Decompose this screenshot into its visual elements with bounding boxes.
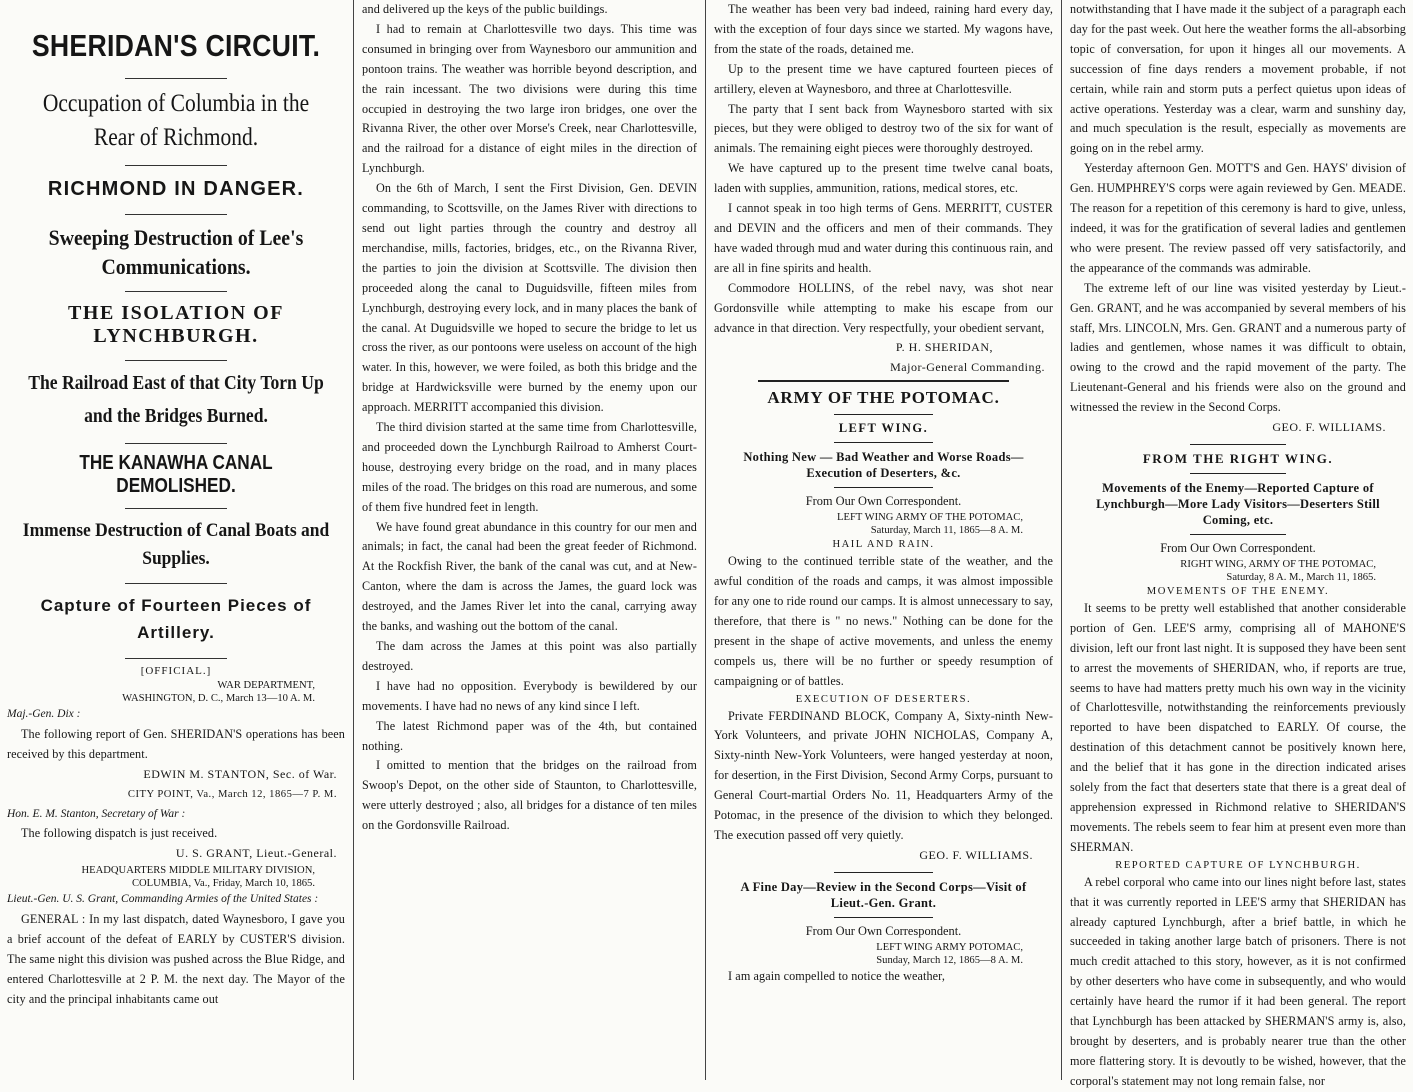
- divider: [125, 291, 227, 292]
- paragraph-keys: and delivered up the keys of the public buildings.: [362, 2, 608, 16]
- paragraph-dam: The dam across the James at this point was also partially destroyed.: [362, 639, 697, 673]
- paragraph-review-meade: Yesterday afternoon Gen. MOTT'S and Gen. HAYS' division of Gen. HUMPHREY'S corps were again reviewed by Gen. MEADE. The reason for a repetition of this ceremony is hard to give, unless, indeed, it was for the gratification of several ladies and gentlemen who were present. The review passed off very satisfactorily, and the appearance of the commands was admirable.: [1070, 161, 1406, 275]
- address-grant: Lieut.-Gen. U. S. Grant, Commanding Armies of the United States :: [7, 893, 319, 906]
- paragraph-sixth-of-march: On the 6th of March, I sent the First Division, Gen. DEVIN commanding, to Scottsville, on the James River with directions to send out light parties through the country and destroy all merchandise, mills, factories, bridges, etc., on the Rivanna River, the parties to join the division at Scottsville. The division then proceeded along the canal to Duguidsville, fifteen miles from Lynchburgh, destroying every lock, and in many places the bank of the canal. At Duguidsville we hoped to secure the bridge to let us cross the river, as our pontoons were useless on account of the high water. In this, however, we were foiled, as both this bridge and the bridge at Hardwicksville were burned by the enemy upon our approach. MERRITT accompanied this division.: [362, 181, 697, 415]
- deck-nothing-new: Nothing New — Bad Weather and Worse Roads—Execution of Deserters, &c.: [743, 450, 1024, 481]
- column-2: [355, 0, 704, 1080]
- dateline-right-wing-1: RIGHT WING, ARMY OF THE POTOMAC,: [1180, 558, 1376, 570]
- heading-left-wing: LEFT WING.: [838, 421, 929, 436]
- divider: [125, 78, 227, 79]
- paragraph-weather-bad: The weather has been very bad indeed, raining hard every day, with the exception of four days since we started. My wagons have, from the state of the roads, detained me.: [714, 2, 1053, 56]
- divider: [758, 380, 1009, 382]
- paragraph-canal-boats: We have captured up to the present time twelve canal boats, laden with supplies, ammunition, rations, medical stores, etc.: [714, 161, 1053, 196]
- divider: [125, 165, 227, 166]
- war-department-dateline: WASHINGTON, D. C., March 13—10 A. M.: [122, 693, 315, 704]
- divider: [1190, 444, 1286, 445]
- signature-grant: U. S. GRANT, Lieut.-General.: [175, 846, 337, 861]
- divider: [125, 658, 227, 659]
- deck-isolation-lynchburgh: THE ISOLATION OF LYNCHBURGH.: [68, 302, 284, 347]
- byline-correspondent: From Our Own Correspondent.: [805, 923, 962, 938]
- signature-sheridan: P. H. SHERIDAN,: [895, 340, 993, 355]
- hq-dateline-1: HEADQUARTERS MIDDLE MILITARY DIVISION,: [81, 865, 315, 877]
- deck-richmond-danger: RICHMOND IN DANGER.: [47, 178, 305, 200]
- paragraph-rebel-corporal: A rebel corporal who came into our lines night before last, states that it was currently reported in LEE'S army that SHERIDAN has already captured Lynchburgh, after a brief battle, in which he succeeded in taking another large batch of prisoners. There is not much credit attached to this story, however, as it is not confirmed by other deserters who have come in subsequently, and who would certainly have heard the rumor if it had been general. The report that Lynchburgh has been attacked by SHERMAN'S army is, also, brought by deserters, and is probably nearer true than the other more flattering story. It is devoutly to be wished, however, that the corporal's statement may not long remain false, nor: [1070, 874, 1406, 1088]
- subhead-hail-rain: HAIL AND RAIN.: [832, 539, 935, 551]
- dateline-left-wing-4: Sunday, March 12, 1865—8 A. M.: [876, 954, 1023, 966]
- paragraph-omitted: I omitted to mention that the bridges on the railroad from Swoop's Depot, on the other side of Staunton, to Charlottesville, were utterly destroyed ; also, all bridges for a distance of ten miles on the Gordonsville Railroad.: [362, 758, 697, 833]
- column-3: [707, 0, 1060, 1080]
- signature-williams: GEO. F. WILLIAMS.: [1272, 420, 1386, 435]
- divider: [834, 487, 933, 488]
- paragraph-party-sent-back: The party that I sent back from Waynesboro started with six pieces, but they were obliged to destroy two of the six for want of animals. The remaining eight pieces were thoroughly destroyed.: [714, 101, 1053, 156]
- war-department-label: WAR DEPARTMENT,: [217, 680, 315, 691]
- signature-williams: GEO. F. WILLIAMS.: [919, 847, 1033, 862]
- deck-movements-enemy: Movements of the Enemy—Reported Capture of Lynchburgh—More Lady Visitors—Deserters Still Coming, etc.: [1096, 480, 1380, 527]
- divider: [1190, 473, 1286, 474]
- heading-right-wing: FROM THE RIGHT WING.: [1142, 450, 1334, 466]
- paragraph-captured-artillery: Up to the present time we have captured fourteen pieces of artillery, eleven at Waynesboro, and three at Charlottesville.: [714, 61, 1053, 96]
- deck-railroad-torn-up: The Railroad East of that City Torn Up and the Bridges Burned.: [28, 372, 324, 427]
- byline-correspondent: From Our Own Correspondent.: [805, 494, 962, 509]
- paragraph-private-block: Private FERDINAND BLOCK, Company A, Sixty-ninth New-York Volunteers, and private JOHN NICHOLAS, Company A, Sixty-ninth New-York Volunteers, were hanged yesterday at noon, for desertion, in the First Division, Second Army Corps, pursuant to General Court-martial Orders No. 11, Headquarters Army of the Potomac, in the presence of the division to which they belonged. The execution passed off very quietly.: [714, 708, 1053, 842]
- column-rule: [1061, 0, 1062, 1080]
- official-label: [OFFICIAL.]: [140, 665, 212, 677]
- paragraph-mahone: It seems to be pretty well established that another considerable portion of Gen. LEE'S army, comprising all of MAHONE'S division, left our front last night. It is supposed they have been sent to arrest the movements of SHERIDAN, who, if reports are true, seems to have had matters pretty much his own way in the vicinity of Charlottesville, notwithstanding the reinforcements previously reported to have been dispatched to EARLY. Of course, the destination of this detachment cannot be positively known here, and the belief that it has gone in the direction indicated arises solely from the fact that deserters state that there is a great deal of apprehension expressed in Richmond relative to SHERIDAN'S movements. The rebels seem to fear him at present even more than SHERMAN.: [1070, 600, 1406, 854]
- paragraph-following-report: The following report of Gen. SHERIDAN'S operations has been received by this department.: [7, 726, 345, 761]
- subhead-reported-capture: REPORTED CAPTURE OF LYNCHBURGH.: [1115, 859, 1361, 871]
- paragraph-no-opposition: I have had no opposition. Everybody is bewildered by our movements. I have had no news of any kind since I left.: [362, 678, 697, 713]
- divider: [125, 508, 227, 509]
- divider: [834, 872, 933, 873]
- divider: [834, 917, 933, 918]
- divider: [125, 443, 227, 444]
- paragraph-notwithstanding: notwithstanding that I have made it the subject of a paragraph each day for the past week. Out here the weather forms the all-absorbing topic of conversation, for upon it hinges all our movements. A succession of fine days renders a movement probable, if not certain, while rain and storm puts a perfect quietus upon ideas of active operations. Yesterday was a clear, warm and sunshiny day, and much speculation is the result, especially as movements are going on in the rebel army.: [1070, 2, 1406, 156]
- divider: [125, 583, 227, 584]
- paragraph-richmond-paper: The latest Richmond paper was of the 4th, but contained nothing.: [362, 718, 697, 753]
- column-rule: [353, 0, 354, 1080]
- deck-kanawha-canal: THE KANAWHA CANAL DEMOLISHED.: [79, 452, 273, 497]
- divider: [1190, 534, 1286, 535]
- dateline-left-wing-3: LEFT WING ARMY POTOMAC,: [876, 941, 1023, 953]
- dateline-left-wing-2: Saturday, March 11, 1865—8 A. M.: [870, 525, 1023, 537]
- divider: [125, 360, 227, 361]
- signature-stanton: EDWIN M. STANTON, Sec. of War.: [143, 766, 337, 781]
- hq-dateline-2: COLUMBIA, Va., Friday, March 10, 1865.: [131, 878, 315, 890]
- headline-sheridans-circuit: SHERIDAN'S CIRCUIT.: [31, 28, 321, 63]
- paragraph-abundance: We have found great abundance in this country for our men and animals; in fact, the canal had been the great feeder of Richmond. At the Rockfish River, the bank of the canal was cut, and at New-Canton, where the dam is across the James, the guard lock was destroyed, and the James River let into the canal, carrying away the banks, and washing out the bottom of the canal.: [362, 519, 697, 634]
- column-1: [0, 0, 352, 1080]
- deck-fine-day: A Fine Day—Review in the Second Corps—Visit of Lieut.-Gen. Grant.: [740, 879, 1027, 910]
- paragraph-dispatch-received: The following dispatch is just received.: [21, 826, 218, 841]
- paragraph-general-report: GENERAL : In my last dispatch, dated Waynesboro, I gave you a brief account of the defeat of EARLY by CUSTER'S division. The same night this division was pushed across the Blue Ridge, and entered Charlottesville at 2 P. M. the next day. The Mayor of the city and the principal inhabitants came out: [7, 912, 345, 1006]
- paragraph-high-terms: I cannot speak in too high terms of Gens. MERRITT, CUSTER and DEVIN and the officers and men of their commands. They have waded through mud and water during this continuous rain, and are all in fine spirits and health.: [714, 201, 1053, 275]
- paragraph-extreme-left: The extreme left of our line was visited yesterday by Lieut.-Gen. GRANT, and he was accompanied by several members of his staff, Mrs. LINCOLN, Mrs. Gen. GRANT and a numerous party of ladies and gentlemen, whose names it was difficult to obtain, owing to the crowd and the rapid movement of the party. The Lieutenant-General and his friends were also on the ground and witnessed the review in the Second Corps.: [1070, 280, 1406, 415]
- divider: [834, 442, 933, 443]
- divider: [834, 414, 933, 415]
- paragraph-third-division: The third division started at the same time from Charlottesville, and proceeded down the Lynchburgh Railroad to Amherst Court-house, destroying every bridge on the road, and in many places miles of the road. The bridges on this road are numerous, and some of them five hundred feet in length.: [362, 420, 697, 514]
- column-4: [1063, 0, 1413, 1088]
- address-dix: Maj.-Gen. Dix :: [7, 708, 81, 720]
- signature-rank: Major-General Commanding.: [890, 360, 1045, 375]
- dateline-right-wing-2: Saturday, 8 A. M., March 11, 1865.: [1226, 571, 1376, 583]
- deck-columbia: Occupation of Columbia in the Rear of Richmond.: [42, 90, 310, 151]
- divider: [125, 214, 227, 215]
- deck-canal-boats: Immense Destruction of Canal Boats and Supplies.: [22, 520, 330, 569]
- deck-sweeping-destruction: Sweeping Destruction of Lee's Communications.: [48, 225, 304, 279]
- paragraph-hollins: Commodore HOLLINS, of the rebel navy, was shot near Gordonsville while attempting to make his escape from our advance in that direction. Very respectfully, your obedient servant,: [714, 280, 1053, 335]
- column-rule: [705, 0, 706, 1080]
- dateline-city-point: CITY POINT, Va., March 12, 1865—7 P. M.: [127, 788, 337, 800]
- heading-army-potomac: ARMY OF THE POTOMAC.: [767, 388, 1000, 408]
- paragraph-owing: Owing to the continued terrible state of the weather, and the awful condition of the roads and camps, it was almost impossible for any one to ride round our camps. It is almost unnecessary to say, therefore, that there is " no news." Nothing can be done for the present in the shape of active movements, and unless the enemy compels us, there will be no further or speedy resumption of campaigning or of battles.: [714, 554, 1053, 688]
- byline-correspondent: From Our Own Correspondent.: [1160, 540, 1316, 555]
- dateline-left-wing-1: LEFT WING ARMY OF THE POTOMAC,: [837, 512, 1023, 524]
- paragraph-charlottesville: I had to remain at Charlottesville two days. This time was consumed in bringing over from Waynesboro our ammunition and pontoon trains. The weather was horrible beyond description, and the rain incessant. The two divisions were during this time occupied in destroying the two large iron bridges, one over the Rivanna River, the other over Morse's Creek, near Charlottesville, and the railroad for a distance of eight miles in the direction of Lynchburgh.: [362, 21, 697, 176]
- address-stanton: Hon. E. M. Stanton, Secretary of War :: [7, 807, 186, 820]
- deck-capture-artillery: Capture of Fourteen Pieces of Artillery.: [40, 596, 312, 642]
- paragraph-again-weather: I am again compelled to notice the weather,: [728, 968, 946, 983]
- subhead-execution: EXECUTION OF DESERTERS.: [795, 693, 972, 705]
- subhead-movements-enemy: MOVEMENTS OF THE ENEMY.: [1146, 585, 1330, 597]
